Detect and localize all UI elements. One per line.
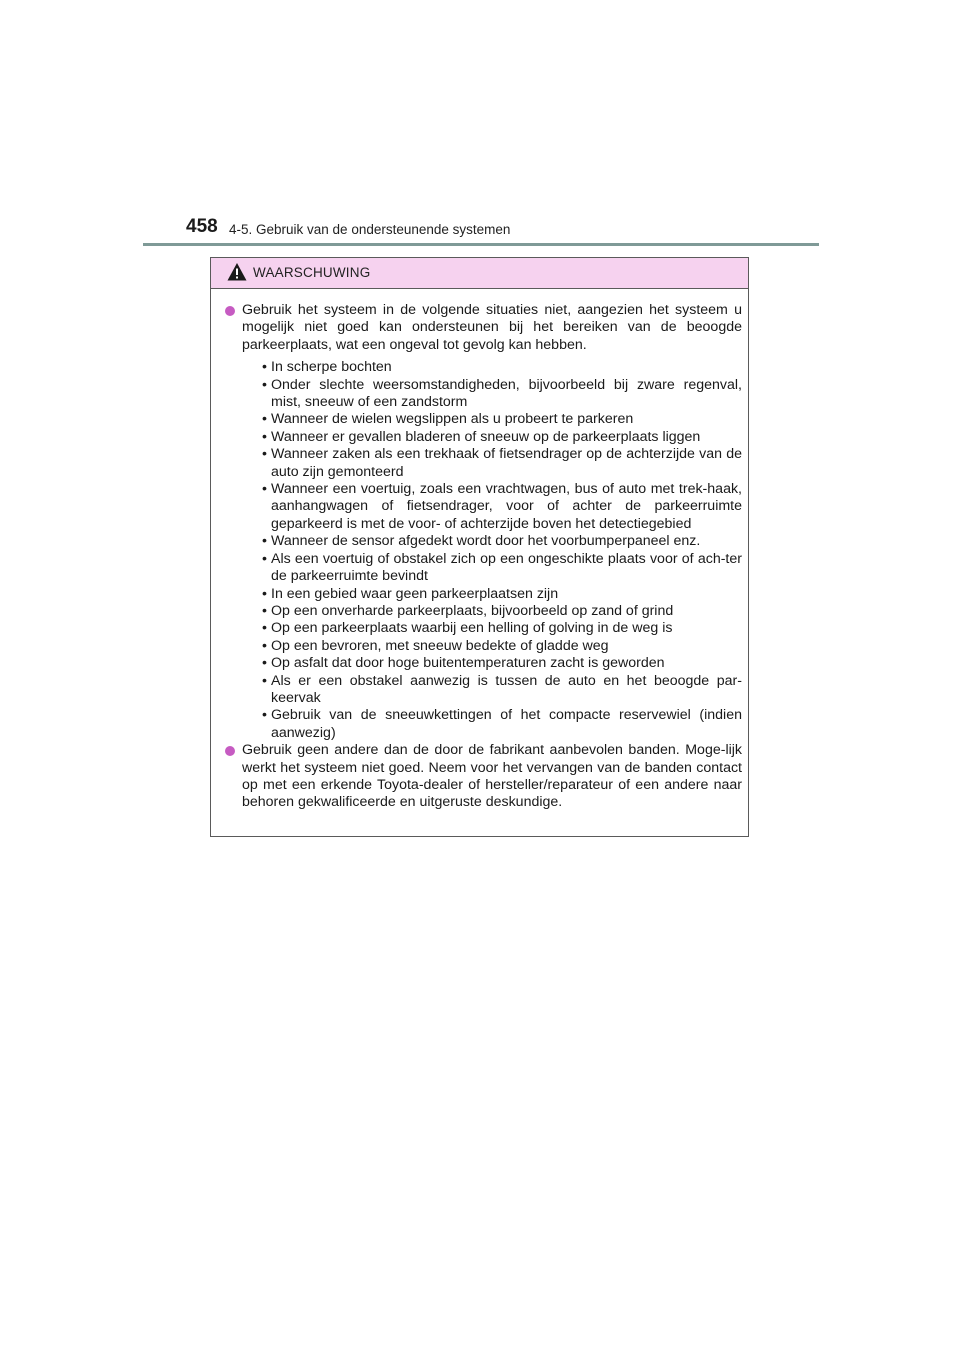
list-item-text: Op asfalt dat door hoge buitentemperaturen zacht is geworden [271,655,665,672]
warning-label: WAARSCHUWING [253,265,371,280]
list-item [242,586,742,603]
warning-box [210,257,749,837]
header-rule [143,243,819,246]
list-item [242,481,742,533]
bullet-dot-icon [225,746,235,756]
warning-header [211,258,748,289]
list-item-text: Als een voertuig of obstakel zich op een ongeschikte plaats voor of ach-ter de parkeerruimte bevindt [271,550,742,585]
bullet-icon: • [262,585,267,602]
warning-point [225,302,742,742]
list-item [242,359,742,376]
bullet-icon: • [262,620,267,637]
list-item-text: Onder slechte weersomstandigheden, bijvoorbeeld bij zware regenval, mist, sneeuw of een zandstorm [271,376,742,411]
list-item [242,707,742,742]
section-title: 4-5. Gebruik van de ondersteunende systemen [229,222,511,237]
bullet-icon: • [262,481,267,498]
bullet-icon: • [262,550,267,567]
bullet-dot-icon [225,306,235,316]
list-item-text: Wanneer een voertuig, zoals een vrachtwagen, bus of auto met trek-haak, aanhangwagen of fietsendrager, voor of achter de parkeerruimte geparkeerd is met de voor- of achterzijde boven het detectiegebied [271,481,742,532]
warning-triangle-icon [227,262,247,282]
list-item [242,551,742,586]
list-item-text: Als er een obstakel aanwezig is tussen de auto en het beoogde par-keervak [271,672,742,706]
list-item [242,377,742,412]
bullet-icon: • [262,672,267,689]
list-item [242,673,742,708]
bullet-icon: • [262,707,267,724]
list-item [242,603,742,620]
list-item [242,429,742,446]
list-item-text: Wanneer er gevallen bladeren of sneeuw op de parkeerplaats liggen [271,428,701,445]
warning-point-text: Gebruik het systeem in de volgende situaties niet, aangezien het systeem u mogelijk niet goed kan ondersteunen bij het bereiken van de beoogde parkeerplaats, wat een ongeval tot gevolg kan hebben. [242,302,742,353]
warning-sub-list [242,359,742,742]
bullet-icon: • [262,602,267,619]
bullet-icon: • [262,411,267,428]
list-item [242,533,742,550]
warning-point [225,742,742,812]
list-item-text: In een gebied waar geen parkeerplaatsen zijn [271,585,559,602]
list-item [242,655,742,672]
list-item [242,446,742,481]
bullet-icon: • [262,428,267,445]
bullet-icon: • [262,446,267,463]
list-item [242,638,742,655]
bullet-icon: • [262,359,267,376]
list-item-text: Gebruik van de sneeuwkettingen of het compacte reservewiel (indien aanwezig) [271,707,742,741]
warning-point-text: Gebruik geen andere dan de door de fabrikant aanbevolen banden. Moge-lijk werkt het systeem niet goed. Neem voor het vervangen van de banden contact op met een erkende Toyota-dealer of hersteller/reparateur of een andere naar behoren gekwalificeerde en uitgeruste deskundige. [242,742,742,811]
list-item-text: Wanneer zaken als een trekhaak of fietsendrager op de achterzijde van de auto zijn gemonteerd [271,446,742,480]
list-item-text: Op een bevroren, met sneeuw bedekte of gladde weg [271,637,609,654]
list-item-text: Op een parkeerplaats waarbij een helling of golving in de weg is [271,620,673,637]
bullet-icon: • [262,376,267,393]
list-item-text: In scherpe bochten [271,359,392,376]
warning-body [211,289,748,812]
list-item-text: Wanneer de wielen wegslippen als u probeert te parkeren [271,411,634,428]
list-item-text: Op een onverharde parkeerplaats, bijvoorbeeld op zand of grind [271,602,674,619]
list-item [242,620,742,637]
list-item-text: Wanneer de sensor afgedekt wordt door het voorbumperpaneel enz. [271,533,701,550]
list-item [242,411,742,428]
bullet-icon: • [262,637,267,654]
page-number: 458 [186,216,218,237]
bullet-icon: • [262,655,267,672]
bullet-icon: • [262,533,267,550]
